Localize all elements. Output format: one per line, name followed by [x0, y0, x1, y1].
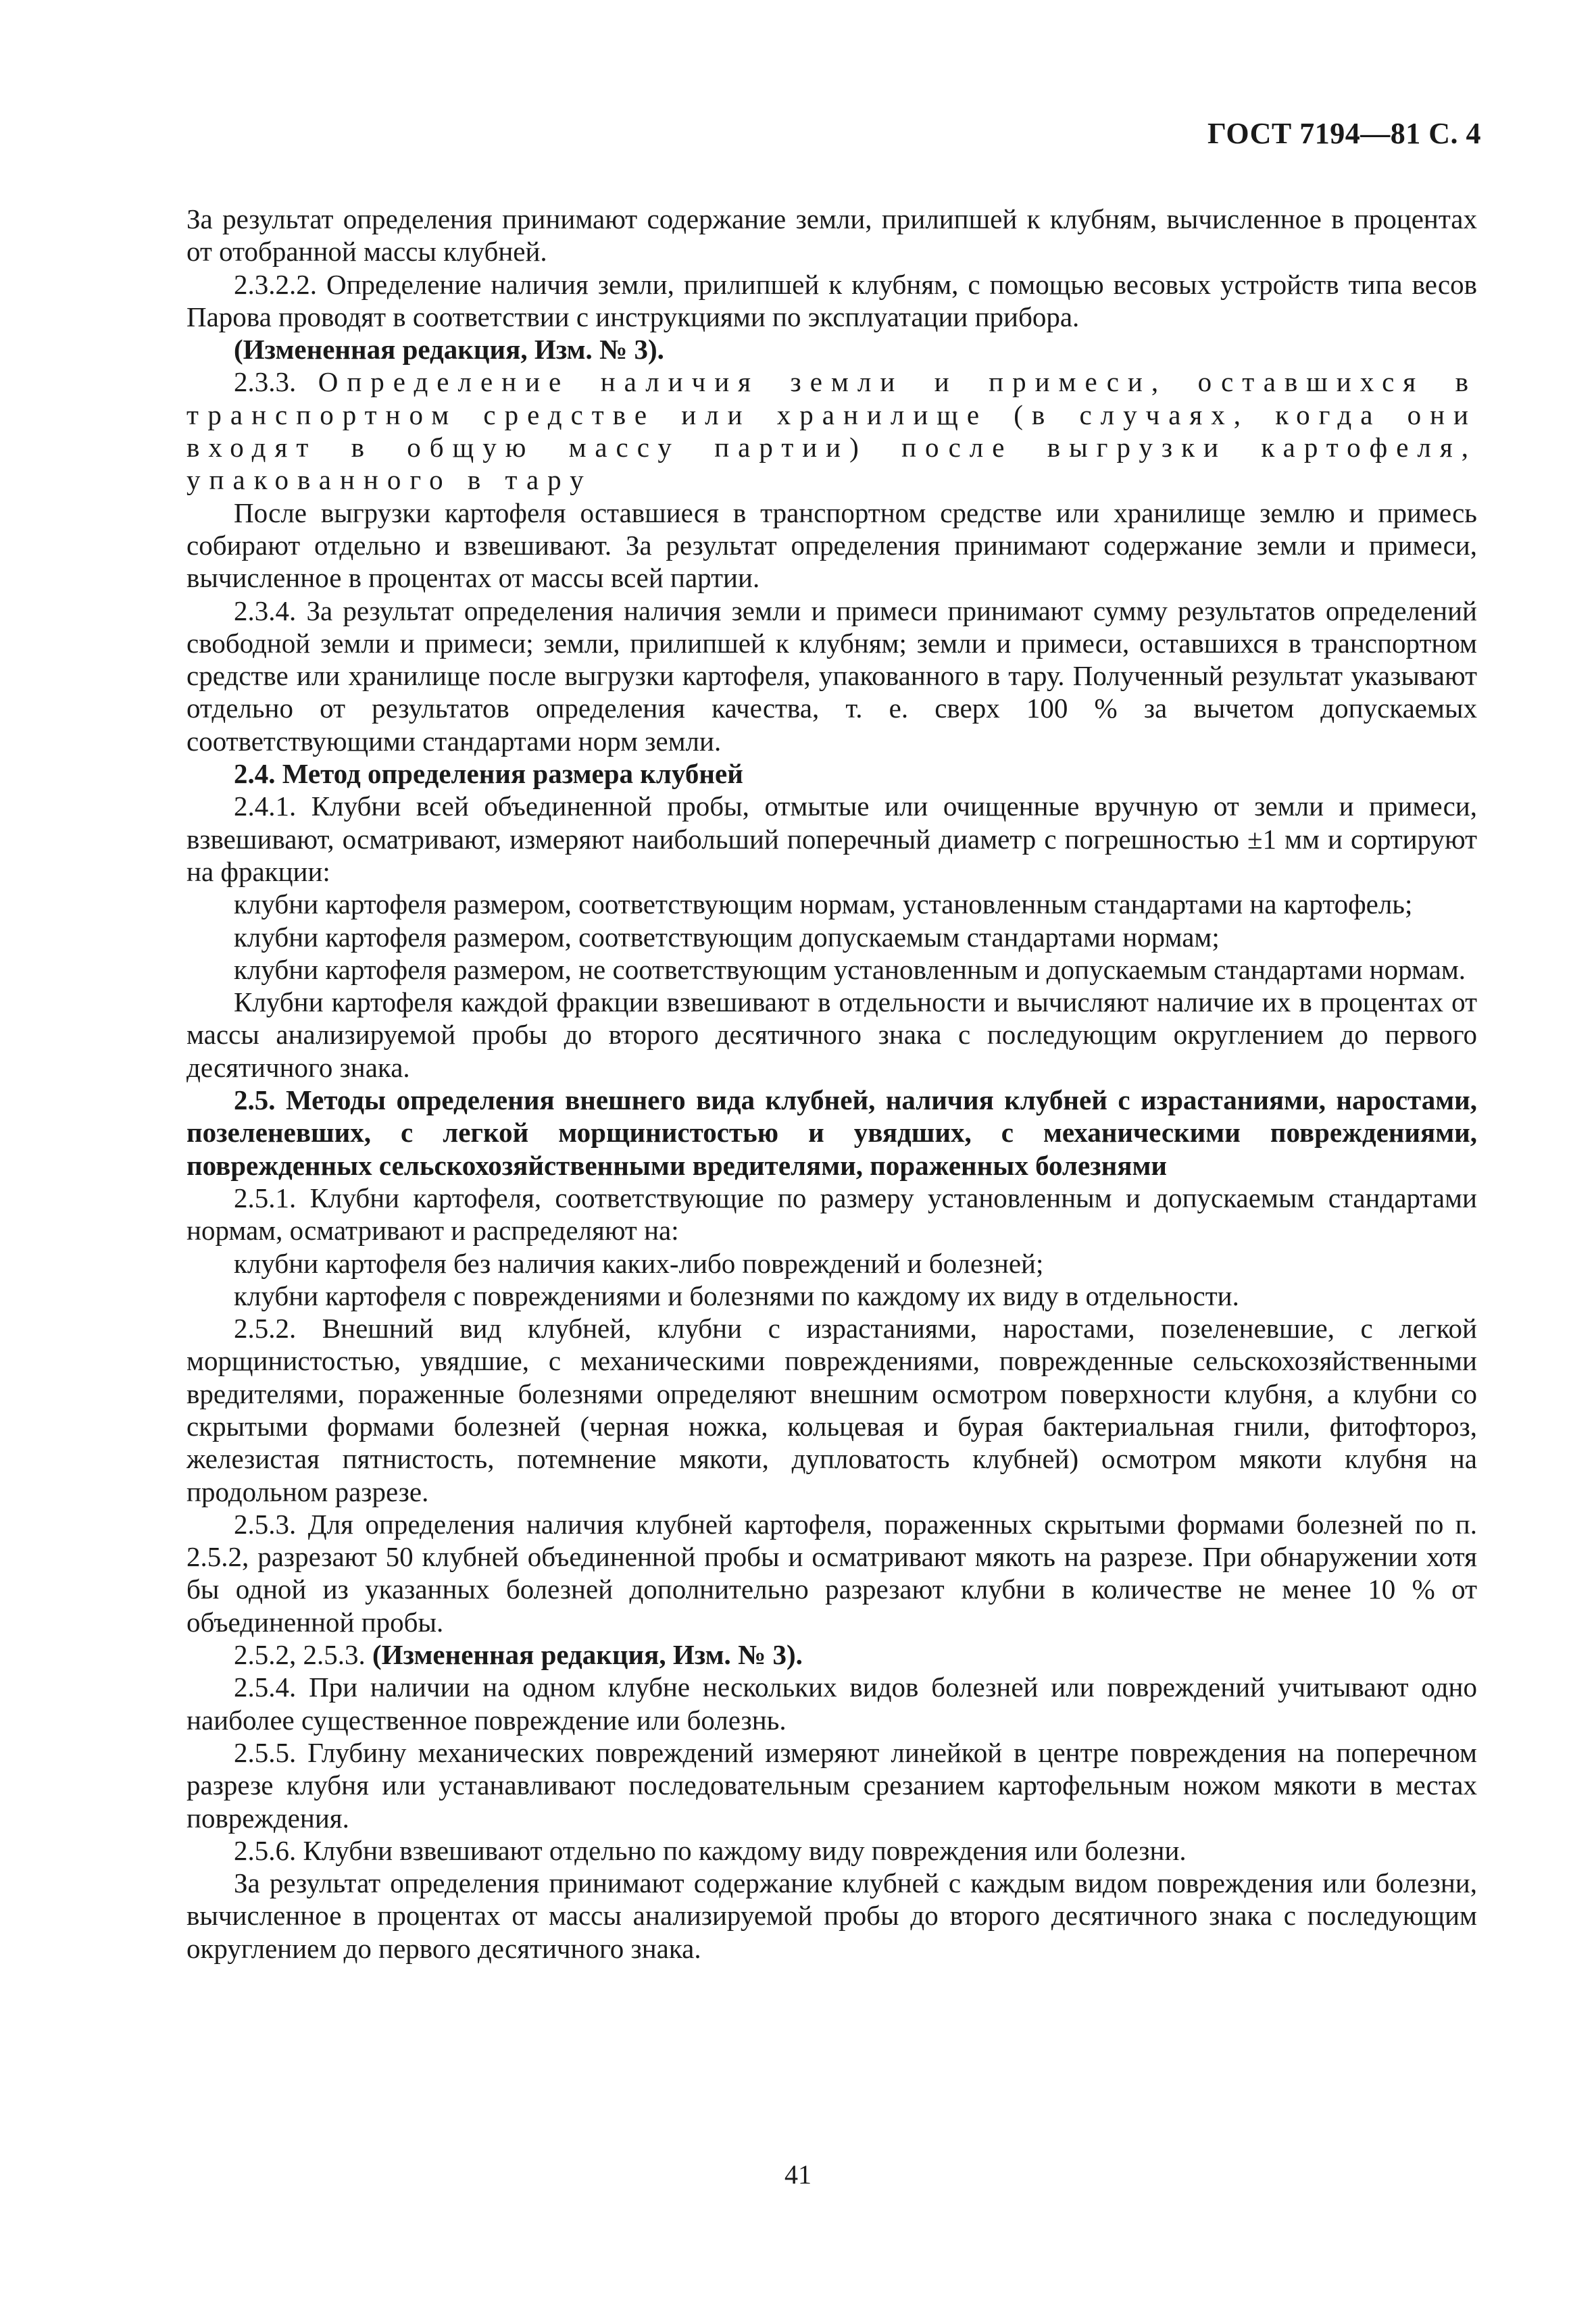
paragraph-2-5-4: 2.5.4. При наличии на одном клубне нескольких видов болезней или повреждений учитывают одно наиболее существенное повреждение или болезнь. [186, 1671, 1477, 1736]
paragraph-2-5-1: 2.5.1. Клубни картофеля, соответствующие по размеру установленным и допускаемым стандартами нормам, осматривают и распределяют на: [186, 1182, 1477, 1247]
paragraph-2-5-6: 2.5.6. Клубни взвешивают отдельно по каждому виду повреждения или болезни. [234, 1834, 1187, 1866]
paragraph-2-5-3: 2.5.3. Для определения наличия клубней картофеля, пораженных скрытыми формами болезней по п. 2.5.2, разрезают 50 клубней объединенной пробы и осматривают мякоть на разрезе. При обнаружении хотя бы одной из указанных болезней дополнительно разрезают клубни в количестве не менее 10 % от объединенной пробы. [186, 1508, 1477, 1638]
list-item-fraction-3: клубни картофеля размером, не соответствующим установленным и допускаемым стандартами нормам. [234, 953, 1466, 985]
paragraph-fraction-weighing: Клубни картофеля каждой фракции взвешивают в отдельности и вычисляют наличие их в процентах от массы анализируемой пробы до второго десятичного знака с последующим округлением до первого десятичного знака. [186, 986, 1477, 1083]
section-heading-2-5: 2.5. Методы определения внешнего вида клубней, наличия клубней с израстаниями, наростами, позеленевших, с легкой морщинистостью и увядших, с механическими повреждениями, поврежденных сельскохозяйственными вредителями, пораженных болезнями [186, 1084, 1477, 1181]
clause-title-spaced: Определение наличия земли и примеси, оставшихся в транспортном средстве или хранилище (в случаях, когда они входят в общую массу партии) после выгрузки картофеля, упакованного в тару [186, 366, 1477, 496]
amendment-note-inline: (Измененная редакция, Изм. № 3). [372, 1639, 803, 1671]
paragraph-2-5-2: 2.5.2. Внешний вид клубней, клубни с израстаниями, наростами, позеленевшие, с легкой морщинистостью, увядшие, с механическими повреждениями, поврежденные сельскохозяйственными вредителями, пораженные болезнями определяют внешним осмотром поверхности клубня, а клубни со скрытыми формами болезней (черная ножка, кольцевая и бурая бактериальная гнили, фитофтороз, железистая пятнистость, потемнение мякоти, дупловатость клубней) осмотром мякоти клубня на продольном разрезе. [186, 1313, 1477, 1507]
clause-number: 2.3.3. [234, 366, 297, 398]
paragraph-amendment-2-5 [186, 1638, 1477, 1671]
document-header: ГОСТ 7194—81 С. 4 [1207, 117, 1481, 150]
paragraph-result-adhered-soil: За результат определения принимают содержание земли, прилипшей к клубням, вычисленное в процентах от отобранной массы клубней. [186, 203, 1477, 268]
paragraph-2-3-3-heading [186, 366, 1477, 496]
paragraph-final-result: За результат определения принимают содержание клубней с каждым видом повреждения или болезни, вычисленное в процентах от массы анализируемой пробы до второго десятичного знака с последующим округлением до первого десятичного знака. [186, 1867, 1477, 1964]
list-item-no-damage: клубни картофеля без наличия каких-либо повреждений и болезней; [234, 1247, 1044, 1279]
document-body [186, 203, 1477, 1965]
amendment-note: (Измененная редакция, Изм. № 3). [234, 334, 664, 366]
paragraph-after-unloading: После выгрузки картофеля оставшиеся в транспортном средстве или хранилище землю и примесь собирают отдельно и взвешивают. За результат определения принимают содержание земли и примеси, вычисленное в процентах от массы всей партии. [186, 497, 1477, 594]
page-number: 41 [784, 2159, 812, 2190]
clause-numbers: 2.5.2, 2.5.3. [234, 1639, 366, 1671]
paragraph-2-4-1: 2.4.1. Клубни всей объединенной пробы, отмытые или очищенные вручную от земли и примеси, взвешивают, осматривают, измеряют наибольший поперечный диаметр с погрешностью ±1 мм и сортируют на фракции: [186, 790, 1477, 887]
list-item-with-damage: клубни картофеля с повреждениями и болезнями по каждому их виду в отдельности. [234, 1280, 1239, 1311]
paragraph-2-3-4: 2.3.4. За результат определения наличия земли и примеси принимают сумму результатов определений свободной земли и примеси; земли, прилипшей к клубням; земли и примеси, оставшихся в транспортном средстве или хранилище после выгрузки картофеля, упакованного в тару. Полученный результат указывают отдельно от результатов определения качества, т. е. сверх 100 % за вычетом допускаемых соответствующими стандартами норм земли. [186, 595, 1477, 757]
paragraph-2-5-5: 2.5.5. Глубину механических повреждений измеряют линейкой в центре повреждения на поперечном разрезе клубня или устанавливают последовательным срезанием картофельным ножом мякоти в местах повреждения. [186, 1736, 1477, 1834]
section-heading-2-4: 2.4. Метод определения размера клубней [234, 758, 743, 790]
list-item-fraction-1: клубни картофеля размером, соответствующим нормам, установленным стандартами на картофель; [234, 888, 1413, 920]
list-item-fraction-2: клубни картофеля размером, соответствующим допускаемым стандартами нормам; [234, 921, 1220, 953]
paragraph-2-3-2-2: 2.3.2.2. Определение наличия земли, прилипшей к клубням, с помощью весовых устройств типа весов Парова проводят в соответствии с инструкциями по эксплуатации прибора. [186, 268, 1477, 332]
